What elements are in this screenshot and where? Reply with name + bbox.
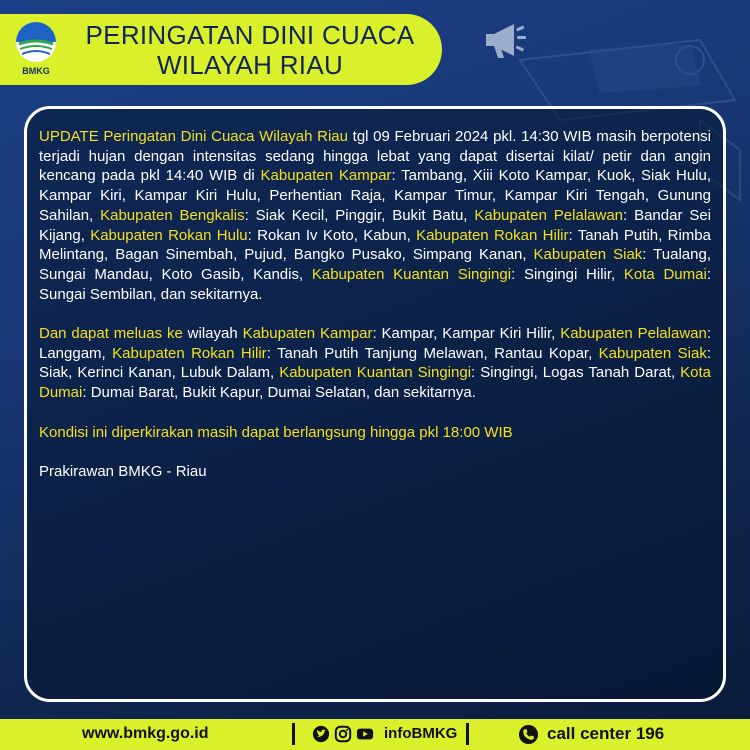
highlighted-text: Kabupaten Rokan Hulu bbox=[90, 226, 248, 244]
body-text: : Bandar Sei Kijang, bbox=[39, 206, 712, 244]
megaphone-icon bbox=[480, 20, 528, 62]
body-text: : Singingi, Logas Tanah Darat, bbox=[471, 364, 681, 382]
body-text: : Langgam, bbox=[39, 325, 712, 362]
footer-divider bbox=[466, 723, 469, 745]
highlighted-text: Kabupaten Pelalawan bbox=[474, 206, 624, 224]
body-text: : Kampar, Kampar Kiri Hilir, bbox=[372, 325, 561, 343]
call-center-number[interactable]: call center 196 bbox=[547, 724, 665, 743]
highlighted-text: Kabupaten Bengkalis bbox=[100, 206, 245, 224]
body-text: : Dumai Barat, Bukit Kapur, Dumai Selatan, dan sekitarnya. bbox=[82, 384, 476, 402]
body-text: wilayah bbox=[182, 325, 243, 343]
highlighted-text: Kota Dumai bbox=[623, 265, 707, 283]
social-icons bbox=[312, 725, 374, 745]
highlighted-text: Kabupaten Rokan Hilir bbox=[112, 344, 267, 362]
bmkg-logo bbox=[12, 20, 60, 80]
instagram-icon[interactable] bbox=[334, 725, 352, 743]
title-line-1: PERINGATAN DINI CUACA bbox=[85, 20, 415, 50]
highlighted-text: Kabupaten Kampar bbox=[260, 167, 392, 185]
body-text: : Tanah Putih Tanjung Melawan, Rantau Kopar, bbox=[266, 344, 599, 362]
body-text: : Sungai Sembilan, dan sekitarnya. bbox=[39, 265, 711, 303]
header-banner bbox=[0, 14, 442, 85]
logo-text: BMKG bbox=[22, 66, 50, 76]
page-title bbox=[70, 20, 430, 80]
body-text: : Tanah Putih, Rimba Melintang, Bagan Sinembah, Pujud, Bangko Pusako, Simpang Kanan, bbox=[39, 226, 711, 264]
highlighted-text: UPDATE Peringatan Dini Cuaca Wilayah Riau bbox=[39, 128, 348, 145]
highlighted-text: Kondisi ini diperkirakan masih dapat berlangsung hingga pkl 18:00 WIB bbox=[39, 423, 513, 441]
twitter-icon[interactable] bbox=[312, 725, 330, 743]
body-text: : Singingi Hilir, bbox=[511, 265, 624, 283]
body-text: : Tambang, Xiii Koto Kampar, Kuok, Siak Hulu, Kampar Kiri, Kampar Kiri Hulu, Perhentian Raja, Kampar Timur, Kampar Kiri Tengah, Gunung Sahilan, bbox=[39, 167, 712, 224]
highlighted-text: Kota Dumai bbox=[39, 364, 711, 402]
forecaster-signature bbox=[39, 462, 711, 482]
warning-paragraph-duration bbox=[39, 423, 711, 443]
body-text: : Tualang, Sungai Mandau, Koto Gasib, Kandis, bbox=[39, 246, 711, 283]
warning-paragraph-main bbox=[39, 127, 711, 304]
website-link[interactable]: www.bmkg.go.id bbox=[82, 725, 209, 742]
body-text: tgl 09 Februari 2024 pkl. 14:30 WIB masih berpotensi terjadi hujan dengan intensitas sedang hingga lebat yang dapat disertai kilat/ petir dan angin kencang pada pkl 14:40 WIB di bbox=[39, 128, 711, 185]
warning-paragraph-expansion bbox=[39, 324, 711, 403]
warning-content-card bbox=[24, 106, 726, 702]
highlighted-text: Kabupaten Pelalawan bbox=[560, 325, 707, 343]
highlighted-text: Kabupaten Kuantan Singingi bbox=[279, 364, 472, 382]
highlighted-text: Kabupaten Kuantan Singingi bbox=[311, 265, 512, 283]
highlighted-text: Dan dapat meluas ke bbox=[39, 325, 183, 343]
title-line-2: WILAYAH RIAU bbox=[156, 50, 344, 80]
body-text: : Siak, Kerinci Kanan, Lubuk Dalam, bbox=[39, 344, 711, 382]
highlighted-text: Kabupaten Kampar bbox=[242, 325, 373, 343]
youtube-icon[interactable] bbox=[356, 725, 374, 743]
phone-icon bbox=[518, 724, 539, 745]
footer-divider bbox=[292, 723, 295, 745]
highlighted-text: Kabupaten Siak bbox=[598, 344, 707, 362]
highlighted-text: Kabupaten Rokan Hilir bbox=[416, 226, 569, 244]
body-text: : Rokan Iv Koto, Kabun, bbox=[247, 226, 417, 244]
social-handle[interactable]: infoBMKG bbox=[384, 725, 458, 742]
body-text: : Siak Kecil, Pinggir, Bukit Batu, bbox=[244, 206, 475, 224]
footer-bar bbox=[0, 719, 750, 750]
highlighted-text: Kabupaten Siak bbox=[533, 246, 643, 264]
body-text: Prakirawan BMKG - Riau bbox=[39, 462, 207, 480]
